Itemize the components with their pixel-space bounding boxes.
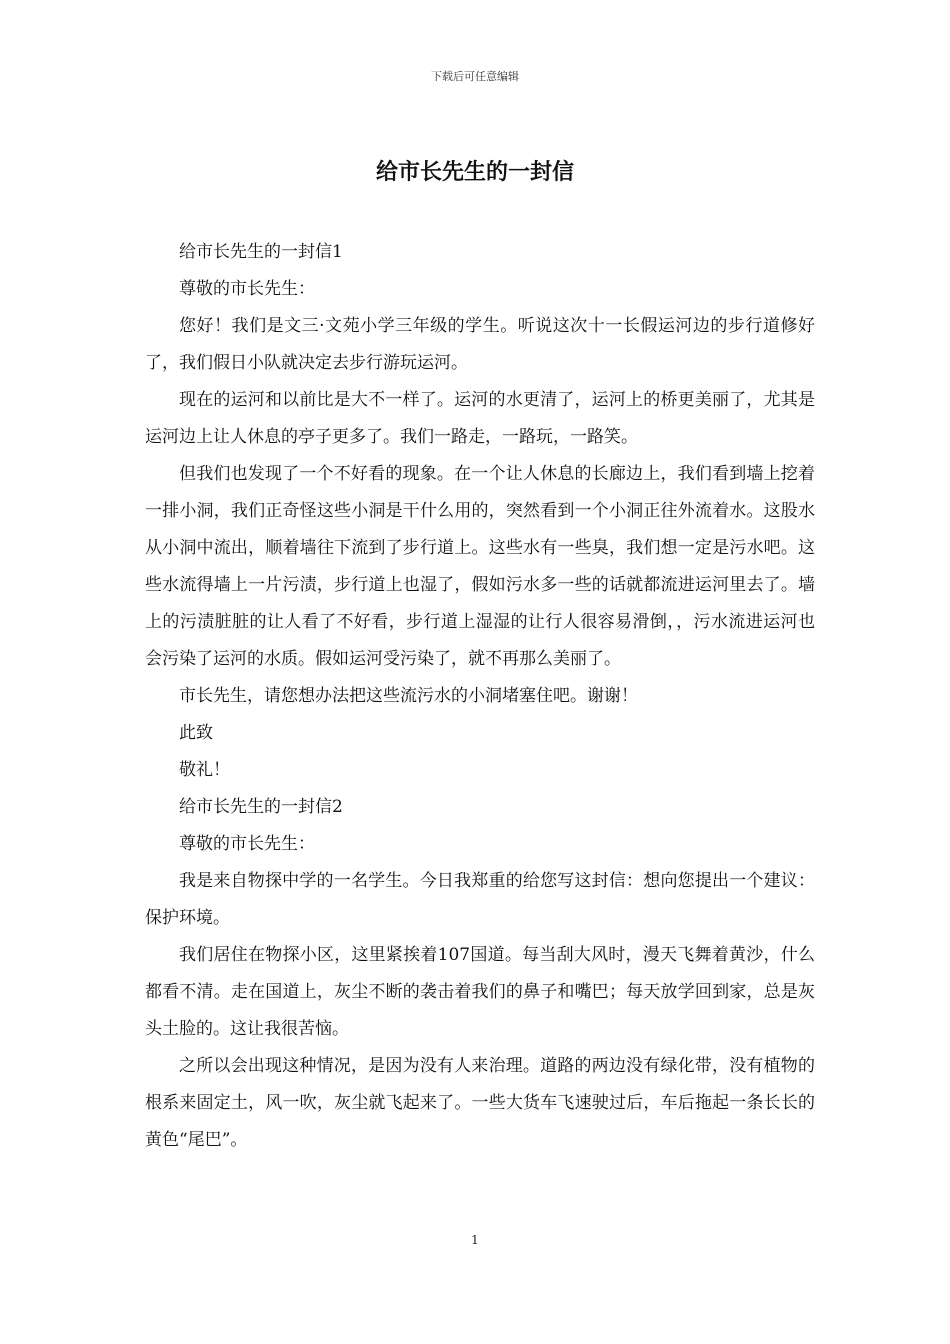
header-note: 下载后可任意编辑 <box>431 70 519 83</box>
letter-1-heading: 给市长先生的一封信1 <box>179 242 343 262</box>
letter-2-salutation: 尊敬的市长先生： <box>179 834 315 854</box>
paragraph: 您好！我们是文三·文苑小学三年级的学生。听说这次十一长假运河边的步行道修好了，我们假日小队就决定去步行游玩运河。 <box>145 316 815 373</box>
paragraph: 现在的运河和以前比是大不一样了。运河的水更清了，运河上的桥更美丽了，尤其是运河边上让人休息的亭子更多了。我们一路走，一路玩，一路笑。 <box>145 390 815 447</box>
letter-1-closing: 此致 <box>179 723 213 743</box>
paragraph: 之所以会出现这种情况，是因为没有人来治理。道路的两边没有绿化带，没有植物的根系来固定土，风一吹，灰尘就飞起来了。一些大货车飞速驶过后，车后拖起一条长长的黄色“尾巴”。 <box>145 1056 815 1150</box>
page-number: 1 <box>471 1233 479 1247</box>
letter-2-heading: 给市长先生的一封信2 <box>179 797 343 817</box>
paragraph: 我们居住在物探小区，这里紧挨着107国道。每当刮大风时，漫天飞舞着黄沙，什么都看不清。走在国道上，灰尘不断的袭击着我们的鼻子和嘴巴；每天放学回到家，总是灰头土脸的。这让我很苦恼。 <box>145 945 815 1039</box>
letter-body <box>145 234 815 1159</box>
paragraph: 我是来自物探中学的一名学生。今日我郑重的给您写这封信：想向您提出一个建议：保护环境。 <box>145 871 815 928</box>
document-title: 给市长先生的一封信 <box>375 159 574 185</box>
paragraph: 但我们也发现了一个不好看的现象。在一个让人休息的长廊边上，我们看到墙上挖着一排小洞，我们正奇怪这些小洞是干什么用的，突然看到一个小洞正往外流着水。这股水从小洞中流出，顺着墙往下流到了步行道上。这些水有一些臭，我们想一定是污水吧。这些水流得墙上一片污渍，步行道上也湿了，假如污水多一些的话就都流进运河里去了。墙上的污渍脏脏的让人看了不好看，步行道上湿湿的让行人很容易滑倒，，污水流进运河也会污染了运河的水质。假如运河受污染了，就不再那么美丽了。 <box>145 464 815 669</box>
letter-1-regards: 敬礼！ <box>179 760 230 780</box>
letter-1-salutation: 尊敬的市长先生： <box>179 279 315 299</box>
paragraph: 市长先生，请您想办法把这些流污水的小洞堵塞住吧。谢谢！ <box>179 686 638 706</box>
